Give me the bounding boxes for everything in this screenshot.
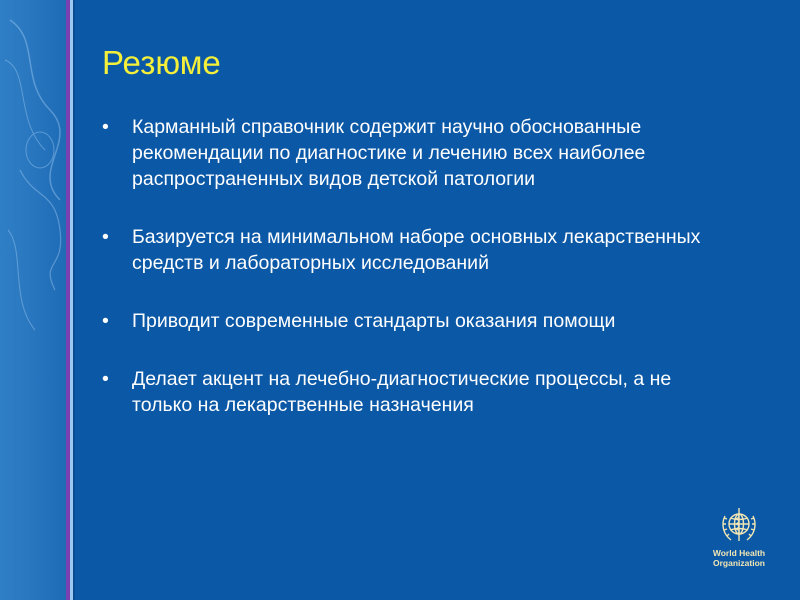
divider-stripe-dark	[73, 0, 75, 600]
bullet-item: • Карманный справочник содержит научно обоснованные рекомендации по диагностике и лечению всех наиболее распространенных видов детской патологии	[102, 114, 722, 192]
bullet-item: • Базируется на минимальном наборе основных лекарственных средств и лабораторных исследований	[102, 224, 722, 276]
who-logo-text	[708, 548, 770, 568]
side-decoration-panel	[0, 0, 66, 600]
logo-line-2: Organization	[713, 558, 765, 568]
who-logo	[708, 504, 770, 568]
slide-title: Резюме	[102, 44, 221, 81]
mother-child-illustration-icon	[0, 0, 66, 600]
who-emblem-icon	[717, 504, 761, 546]
bullet-list	[102, 114, 722, 450]
bullet-item: • Приводит современные стандарты оказания помощи	[102, 308, 722, 334]
logo-line-1: World Health	[712, 548, 766, 558]
bullet-item: • Делает акцент на лечебно-диагностические процессы, а не только на лекарственные назначения	[102, 366, 722, 418]
